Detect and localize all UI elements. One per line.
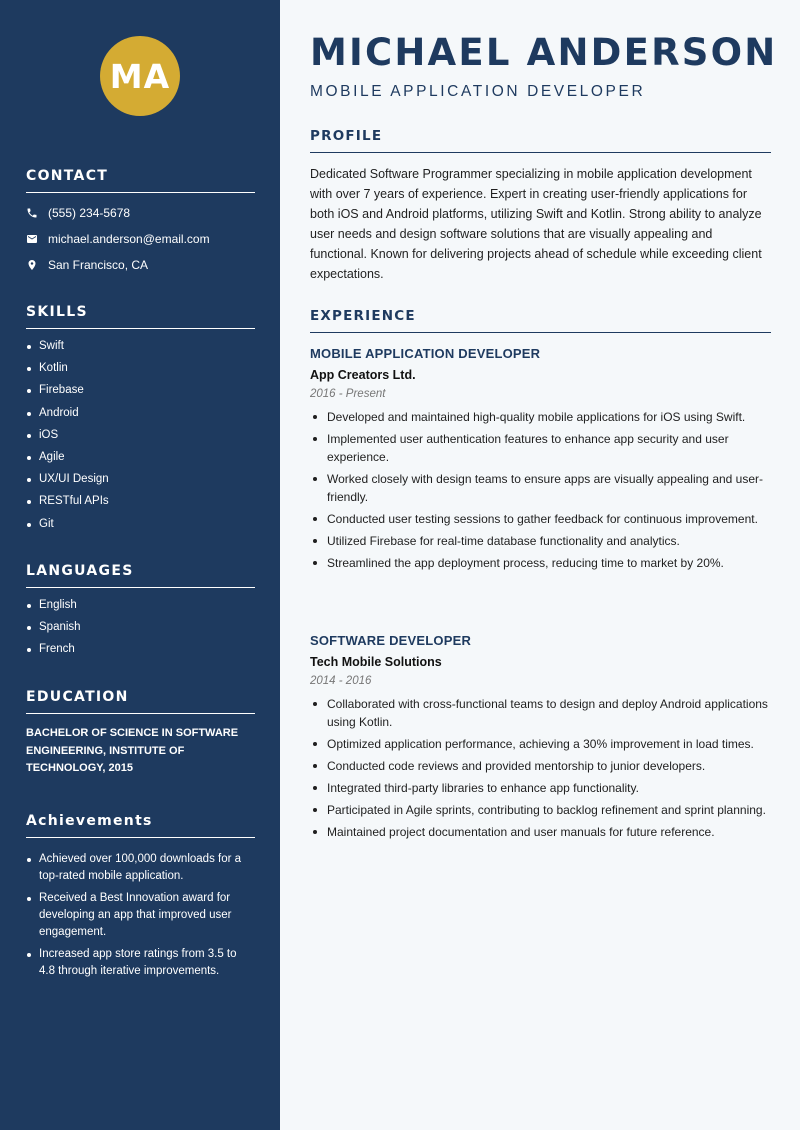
- location-text: San Francisco, CA: [48, 258, 149, 272]
- contact-email: [26, 226, 255, 252]
- experience-heading: EXPERIENCE: [310, 308, 771, 333]
- mail-icon: [26, 233, 48, 245]
- list-item: Worked closely with design teams to ensure apps are visually appealing and user-friendly.: [310, 470, 771, 506]
- avatar-initials: MA: [109, 56, 171, 96]
- list-item: English: [26, 597, 255, 619]
- list-item: Conducted code reviews and provided mentorship to junior developers.: [310, 757, 771, 775]
- list-item: Integrated third-party libraries to enhance app functionality.: [310, 779, 771, 797]
- contact-heading: CONTACT: [26, 168, 255, 193]
- job-title: MOBILE APPLICATION DEVELOPER: [310, 346, 541, 361]
- list-item: Received a Best Innovation award for developing an app that improved user engagement.: [26, 890, 255, 941]
- achievements-section: [26, 813, 255, 985]
- job-company: App Creators Ltd.: [310, 368, 416, 382]
- list-item: Spanish: [26, 619, 255, 641]
- list-item: Collaborated with cross-functional teams to design and deploy Android applications using Kotlin.: [310, 695, 771, 731]
- contact-location: [26, 252, 255, 278]
- job-dates: 2014 - 2016: [310, 675, 372, 687]
- sidebar: [0, 0, 280, 1130]
- phone-icon: [26, 207, 48, 219]
- page-title: MICHAEL ANDERSON: [310, 31, 778, 74]
- list-item: Kotlin: [26, 360, 255, 382]
- achievements-heading: Achievements: [26, 813, 255, 838]
- job-dates: 2016 - Present: [310, 388, 386, 400]
- list-item: Utilized Firebase for real-time database functionality and analytics.: [310, 532, 771, 550]
- list-item: RESTful APIs: [26, 493, 255, 515]
- list-item: Git: [26, 516, 255, 538]
- contact-phone: [26, 200, 255, 226]
- list-item: Android: [26, 405, 255, 427]
- list-item: Developed and maintained high-quality mobile applications for iOS using Swift.: [310, 408, 771, 426]
- languages-section: [26, 563, 255, 664]
- phone-text: (555) 234-5678: [48, 206, 131, 220]
- education-text: BACHELOR OF SCIENCE IN SOFTWARE ENGINEERING, INSTITUTE OF TECHNOLOGY, 2015: [26, 727, 239, 774]
- list-item: Firebase: [26, 382, 255, 404]
- location-pin-icon: [26, 259, 48, 271]
- languages-heading: LANGUAGES: [26, 563, 255, 588]
- languages-list: [26, 597, 255, 664]
- profile-text: Dedicated Software Programmer specializing in mobile application development with over 7 years of experience. Expert in creating user-friendly applications for both iOS and Android platforms, utilizing Swift and Kotlin. Strong ability to analyze user needs and design software solutions that are visually appealing and functional. Known for delivering projects ahead of schedule while exceeding client expectations.: [310, 167, 762, 281]
- email-text: michael.anderson@email.com: [48, 232, 210, 246]
- job-entry-1: [310, 346, 771, 576]
- list-item: Achieved over 100,000 downloads for a top-rated mobile application.: [26, 851, 255, 885]
- list-item: Implemented user authentication features to enhance app security and user experience.: [310, 430, 771, 466]
- list-item: Participated in Agile sprints, contributing to backlog refinement and sprint planning.: [310, 801, 771, 819]
- contact-section: [26, 168, 255, 278]
- list-item: Increased app store ratings from 3.5 to 4.8 through iterative improvements.: [26, 946, 255, 980]
- list-item: Maintained project documentation and user manuals for future reference.: [310, 823, 771, 841]
- list-item: Conducted user testing sessions to gather feedback for continuous improvement.: [310, 510, 771, 528]
- job-title: SOFTWARE DEVELOPER: [310, 633, 472, 648]
- list-item: Agile: [26, 449, 255, 471]
- list-item: Swift: [26, 338, 255, 360]
- job-entry-2: [310, 633, 771, 845]
- job-bullets: [310, 695, 771, 841]
- education-heading: EDUCATION: [26, 689, 255, 714]
- list-item: UX/UI Design: [26, 471, 255, 493]
- profile-heading: PROFILE: [310, 128, 771, 153]
- skills-list: [26, 338, 255, 538]
- job-bullets: [310, 408, 771, 572]
- profile-section: [310, 128, 771, 284]
- experience-section: [310, 308, 771, 333]
- list-item: Optimized application performance, achieving a 30% improvement in load times.: [310, 735, 771, 753]
- skills-heading: SKILLS: [26, 304, 255, 329]
- skills-section: [26, 304, 255, 538]
- education-section: [26, 689, 255, 778]
- list-item: Streamlined the app deployment process, reducing time to market by 20%.: [310, 554, 771, 572]
- list-item: iOS: [26, 427, 255, 449]
- avatar: [100, 36, 180, 116]
- job-company: Tech Mobile Solutions: [310, 655, 442, 669]
- achievements-list: [26, 851, 255, 980]
- list-item: French: [26, 641, 255, 663]
- job-role: MOBILE APPLICATION DEVELOPER: [310, 83, 646, 100]
